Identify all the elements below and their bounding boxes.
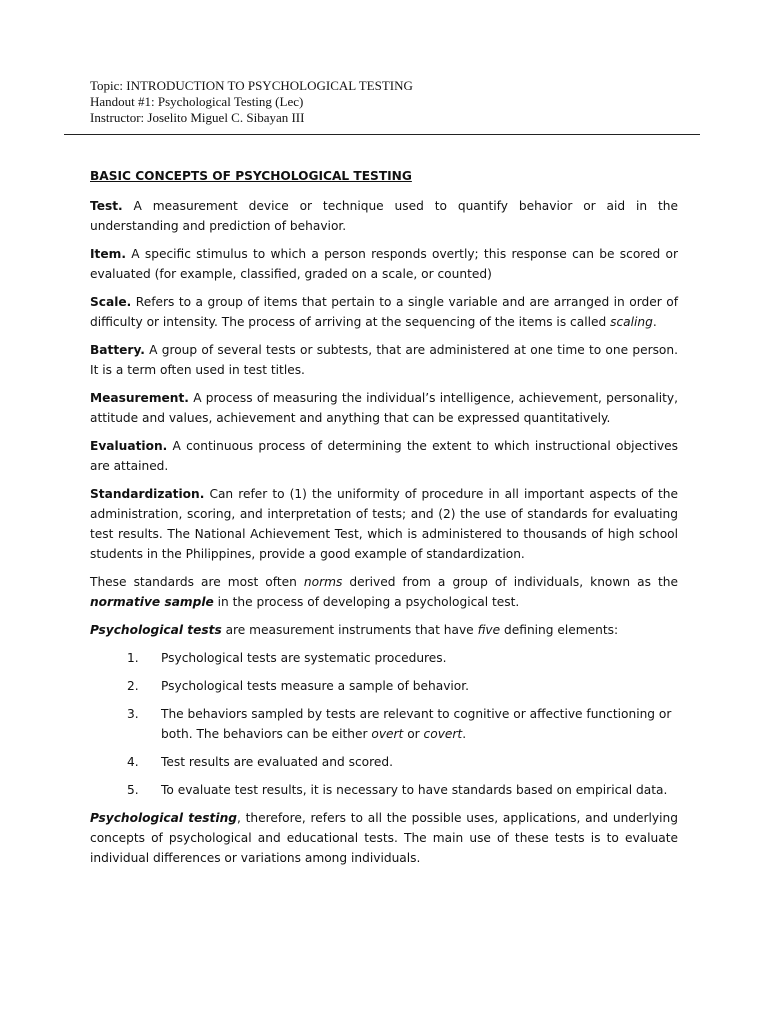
closing-paragraph xyxy=(90,808,678,868)
list-item xyxy=(90,648,678,668)
emphasis-psychological-testing: Psychological testing xyxy=(90,811,237,825)
list-text: Test results are evaluated and scored. xyxy=(161,755,393,769)
list-text-part: or xyxy=(403,727,424,741)
definition-item xyxy=(90,244,678,284)
definition-text: Refers to a group of items that pertain to a single variable and are arranged in order of difficulty or intensity. The process of arriving at the sequencing of the items is called xyxy=(90,295,678,329)
term-label: Standardization. xyxy=(90,487,205,501)
emphasis-psychological-tests: Psychological tests xyxy=(90,623,222,637)
emphasis-covert: covert xyxy=(423,727,463,741)
emphasis-norms: norms xyxy=(303,575,343,589)
definition-end: . xyxy=(652,315,657,329)
section-title: BASIC CONCEPTS OF PSYCHOLOGICAL TESTING xyxy=(90,169,412,183)
header-divider xyxy=(64,134,700,135)
emphasis-five: five xyxy=(477,623,501,637)
term-label: Test. xyxy=(90,199,123,213)
list-item xyxy=(90,752,678,772)
definition-text: A process of measuring the individual’s intelligence, achievement, personality, attitude and values, achievement and anything that can be expressed quantitatively. xyxy=(90,391,678,425)
document-header xyxy=(90,78,413,126)
paragraph-text: , therefore, refers to all the possible uses, applications, and underlying concepts of psychological and educational tests. The main use of these tests is to evaluate individual differences or variations among individuals. xyxy=(90,811,678,865)
paragraph-text: derived from a group of individuals, known as the xyxy=(342,575,678,589)
term-label: Measurement. xyxy=(90,391,189,405)
list-item xyxy=(90,780,678,800)
paragraph-text: are measurement instruments that have xyxy=(221,623,478,637)
list-number: 3. xyxy=(127,707,139,721)
list-text-part: . xyxy=(462,727,467,741)
elements-list xyxy=(90,648,678,800)
list-number: 5. xyxy=(127,783,139,797)
definition-scale xyxy=(90,292,678,332)
definition-battery xyxy=(90,340,678,380)
instructor-line: Instructor: Joselito Miguel C. Sibayan III xyxy=(90,110,305,125)
handout-line: Handout #1: Psychological Testing (Lec) xyxy=(90,94,304,109)
paragraph-text: defining elements: xyxy=(500,623,619,637)
list-text: Psychological tests are systematic procedures. xyxy=(161,651,447,665)
list-item xyxy=(90,704,678,744)
document-body xyxy=(90,166,678,876)
list-text: To evaluate test results, it is necessary to have standards based on empirical data. xyxy=(161,783,668,797)
paragraph-text: These standards are most often xyxy=(90,575,304,589)
list-text: Psychological tests measure a sample of behavior. xyxy=(161,679,470,693)
term-label: Scale. xyxy=(90,295,132,309)
definition-text: A specific stimulus to which a person responds overtly; this response can be scored or evaluated (for example, classified, graded on a scale, or counted) xyxy=(90,247,678,281)
definition-evaluation xyxy=(90,436,678,476)
emphasis-normative-sample: normative sample xyxy=(90,595,214,609)
term-label: Item. xyxy=(90,247,126,261)
definition-text: A continuous process of determining the extent to which instructional objectives are attained. xyxy=(90,439,678,473)
topic-line: Topic: INTRODUCTION TO PSYCHOLOGICAL TESTING xyxy=(90,78,413,93)
definition-text: Can refer to (1) the uniformity of procedure in all important aspects of the administration, scoring, and interpretation of tests; and (2) the use of standards for evaluating test results. The National Achievement Test, which is administered to thousands of high school students in the Philippines, provide a good example of standardization. xyxy=(90,487,678,561)
list-number: 4. xyxy=(127,755,139,769)
definition-text: A group of several tests or subtests, that are administered at one time to one person. It is a term often used in test titles. xyxy=(90,343,678,377)
emphasis-overt: overt xyxy=(371,727,404,741)
list-text-part: The behaviors sampled by tests are relevant to cognitive or affective functioning or both. The behaviors can be either xyxy=(161,707,672,741)
term-label: Evaluation. xyxy=(90,439,168,453)
paragraph-text: in the process of developing a psychological test. xyxy=(213,595,520,609)
emphasis-scaling: scaling xyxy=(610,315,653,329)
list-number: 1. xyxy=(127,651,139,665)
list-number: 2. xyxy=(127,679,139,693)
list-item xyxy=(90,676,678,696)
norms-paragraph xyxy=(90,572,678,612)
elements-intro xyxy=(90,620,678,640)
definition-standardization xyxy=(90,484,678,564)
definition-measurement xyxy=(90,388,678,428)
list-text xyxy=(161,704,678,744)
definition-text: A measurement device or technique used to quantify behavior or aid in the understanding and prediction of behavior. xyxy=(90,199,678,233)
definition-test xyxy=(90,196,678,236)
term-label: Battery. xyxy=(90,343,145,357)
